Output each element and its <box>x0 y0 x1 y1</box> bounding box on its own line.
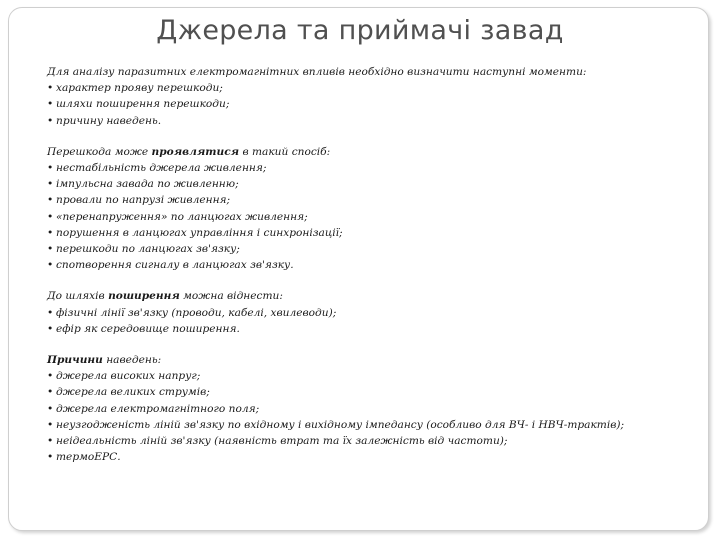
bullet-icon: • <box>47 386 54 399</box>
bullet-icon: • <box>47 451 54 464</box>
section-intro: Перешкода може проявлятися в такий спосіб: <box>47 145 331 158</box>
emphasis-text: поширення <box>108 290 180 303</box>
bullet-icon: • <box>47 243 54 256</box>
list-item: • джерела високих напруг; <box>47 368 697 384</box>
bullet-icon: • <box>47 226 54 239</box>
section-intro: До шляхів поширення можна віднести: <box>47 290 283 303</box>
section-intro: Для аналізу паразитних електромагнітних впливів необхідно визначити наступні моменти: <box>47 66 587 78</box>
bullet-icon: • <box>47 322 54 335</box>
bullet-icon: • <box>47 210 54 223</box>
list-item: • «перенапруження» по ланцюгах живлення; <box>47 209 697 225</box>
section-manifestation <box>47 144 697 274</box>
bullet-icon: • <box>47 402 54 415</box>
slide-body <box>47 64 697 465</box>
section-analysis <box>47 64 697 129</box>
emphasis-text: проявлятися <box>151 145 240 158</box>
list-item: • термоЕРС. <box>47 449 697 465</box>
bullet-icon: • <box>47 259 54 272</box>
section-causes <box>47 352 697 465</box>
bullet-icon: • <box>47 370 54 383</box>
list-item: • характер прояву перешкоди; <box>47 80 697 96</box>
list-item: • спотворення сигналу в ланцюгах зв'язку. <box>47 257 697 273</box>
bullet-icon: • <box>47 162 54 175</box>
bullet-icon: • <box>47 114 54 127</box>
bullet-icon: • <box>47 306 54 319</box>
list-item: • перешкоди по ланцюгах зв'язку; <box>47 241 697 257</box>
bullet-icon: • <box>47 82 54 95</box>
list-item: • причину наведень. <box>47 113 697 129</box>
list-item: • шляхи поширення перешкоди; <box>47 96 697 112</box>
emphasis-text: Причини <box>47 354 103 367</box>
list-item: • неідеальність ліній зв'язку (наявність втрат та їх залежність від частоти); <box>47 433 697 449</box>
list-item: • джерела великих струмів; <box>47 384 697 400</box>
bullet-icon: • <box>47 435 54 448</box>
section-propagation <box>47 288 697 337</box>
list-item: • джерела електромагнітного поля; <box>47 401 697 417</box>
list-item: • ефір як середовище поширення. <box>47 321 697 337</box>
list-item: • порушення в ланцюгах управління і синхронізації; <box>47 225 697 241</box>
bullet-icon: • <box>47 178 54 191</box>
list-item: • нестабільність джерела живлення; <box>47 160 697 176</box>
list-item: • провали по напрузі живлення; <box>47 192 697 208</box>
slide-title: Джерела та приймачі завад <box>156 15 564 46</box>
list-item: • фізичні лінії зв'язку (проводи, кабелі, хвилеводи); <box>47 305 697 321</box>
list-item: • неузгодженість ліній зв'язку по вхідному і вихідному імпедансу (особливо для ВЧ- і НВЧ-трактів); <box>47 417 697 433</box>
section-intro: Причини наведень: <box>47 354 162 367</box>
bullet-icon: • <box>47 194 54 207</box>
list-item: • імпульсна завада по живленню; <box>47 176 697 192</box>
bullet-icon: • <box>47 418 54 431</box>
bullet-icon: • <box>47 98 54 111</box>
